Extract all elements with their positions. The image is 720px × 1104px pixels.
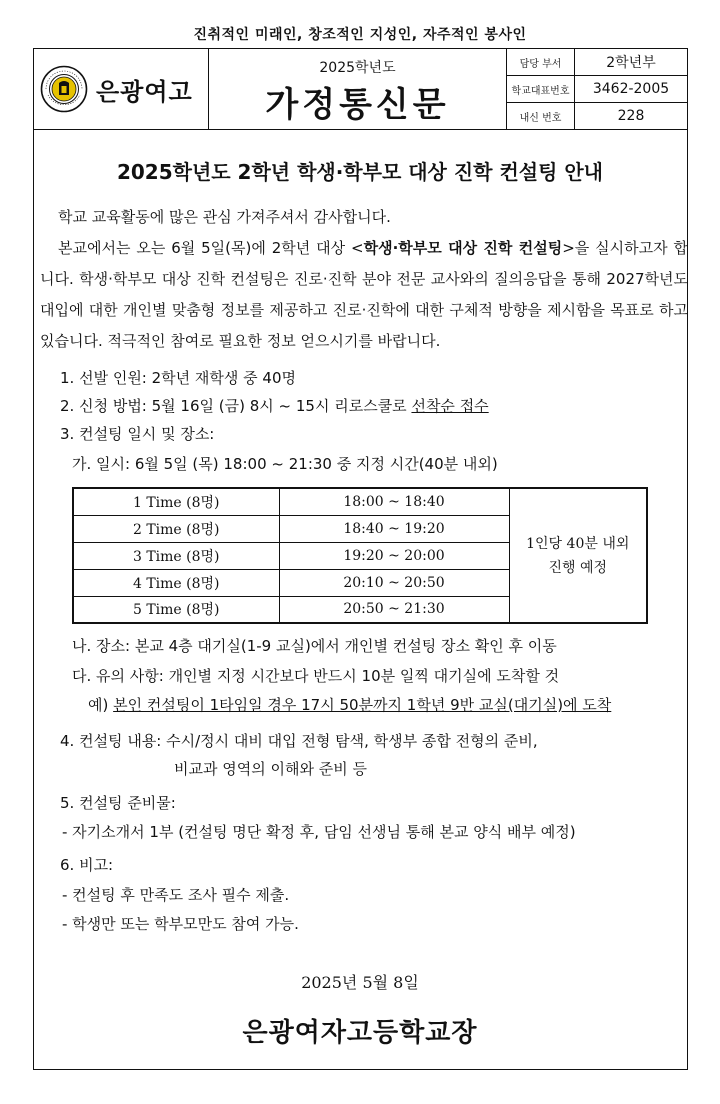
table-row [73,488,647,515]
document-title: 2025학년도 2학년 학생·학부모 대상 진학 컨설팅 안내 [116,160,604,184]
title-block [209,49,507,129]
time-cell: 20:10 ~ 20:50 [279,569,509,596]
info-row-number [507,103,687,129]
item-example [88,695,611,715]
info-value: 3462-2005 [592,81,670,97]
slot-cell: 5 Time (8명) [73,596,279,623]
remark-survey: - 컨설팅 후 만족도 조사 필수 제출. [62,886,290,904]
school-short-name: 은광여고 [96,77,193,106]
info-row-phone [507,76,687,103]
slot-cell: 4 Time (8명) [73,569,279,596]
intro-body-rest: >을 실시하고자 합니다. 학생·학부모 대상 진학 컨설팅은 진로·진학 분야 전문 교사와의 질의응답을 통해 2027학년도 대입에 대한 개인별 맞춤형 정보를 제공하고 진로·진학에 대한 구체적 방향을 제시함을 목표로 하고 있습니다. 적극적인 참여로 필요한 정보 얻으시기를 바랍니다. [40,239,688,350]
letter-header [33,48,688,130]
info-key: 학교대표번호 [507,76,575,102]
remark-participation: - 학생만 또는 학부모만도 참여 가능. [62,915,299,933]
info-key: 담당 부서 [507,49,575,75]
greeting-text: 학교 교육활동에 많은 관심 가져주셔서 감사합니다. [58,208,391,226]
intro-body-start: 본교에서는 오는 6월 5일(목)에 2학년 대상 < [58,239,364,257]
school-logo-block [34,49,209,129]
slot-cell: 1 Time (8명) [73,488,279,515]
schedule-table [72,487,648,624]
intro-body [40,233,688,357]
info-table [507,49,687,129]
example-prefix: 예) [88,696,114,714]
time-cell: 20:50 ~ 21:30 [279,596,509,623]
item-caution: 다. 유의 사항: 개인별 지정 시간보다 반드시 10분 일찍 대기실에 도착할 것 [72,667,560,685]
item-materials-detail: - 자기소개서 1부 (컨설팅 명단 확정 후, 담임 선생님 통해 본교 양식 배부 예정) [62,823,576,841]
time-cell: 18:00 ~ 18:40 [279,488,509,515]
slot-cell: 2 Time (8명) [73,515,279,542]
item-selection: 1. 선발 인원: 2학년 재학생 중 40명 [60,369,296,387]
info-value: 2학년부 [606,55,656,71]
item-schedule-heading: 3. 컨설팅 일시 및 장소: [60,425,215,443]
first-come-note: 선착순 접수 [411,397,489,415]
school-seal-icon [40,65,88,113]
intro-paragraph [40,202,688,357]
issue-date: 2025년 5월 8일 [301,973,419,992]
program-name: 학생·학부모 대상 진학 컨설팅 [363,239,563,257]
item-content-cont: 비교과 영역의 이해와 준비 등 [174,760,367,778]
application-text: 2. 신청 방법: 5월 16일 (금) 8시 ~ 15시 리로스쿨로 [60,397,412,415]
time-cell: 19:20 ~ 20:00 [279,542,509,569]
time-cell: 18:40 ~ 19:20 [279,515,509,542]
duration-note [509,488,647,623]
item-application [60,396,489,416]
info-key: 내신 번호 [507,103,575,129]
principal-signature: 은광여자고등학교장 [242,1018,478,1048]
item-location: 나. 장소: 본교 4층 대기실(1-9 교실)에서 개인별 컨설팅 장소 확인 후 이동 [72,637,557,655]
duration-note-line: 진행 예정 [548,559,608,576]
letter-type-title: 가정통신문 [265,85,450,125]
example-note: 본인 컨설팅이 1타임일 경우 17시 50분까지 1학년 9반 교실(대기실)에 도착 [113,696,612,714]
item-materials: 5. 컨설팅 준비물: [60,794,176,812]
item-schedule-date: 가. 일시: 6월 5일 (목) 18:00 ~ 21:30 중 지정 시간(40분 내외) [72,455,498,473]
academic-year: 2025학년도 [319,60,396,76]
slot-cell: 3 Time (8명) [73,542,279,569]
item-remarks: 6. 비고: [60,856,114,874]
item-content: 4. 컨설팅 내용: 수시/정시 대비 대입 전형 탐색, 학생부 종합 전형의 준비, [60,732,538,750]
info-row-department [507,49,687,76]
info-value: 228 [617,108,645,124]
duration-note-line: 1인당 40분 내외 [526,535,630,552]
school-motto: 진취적인 미래인, 창조적인 지성인, 자주적인 봉사인 [193,27,527,43]
